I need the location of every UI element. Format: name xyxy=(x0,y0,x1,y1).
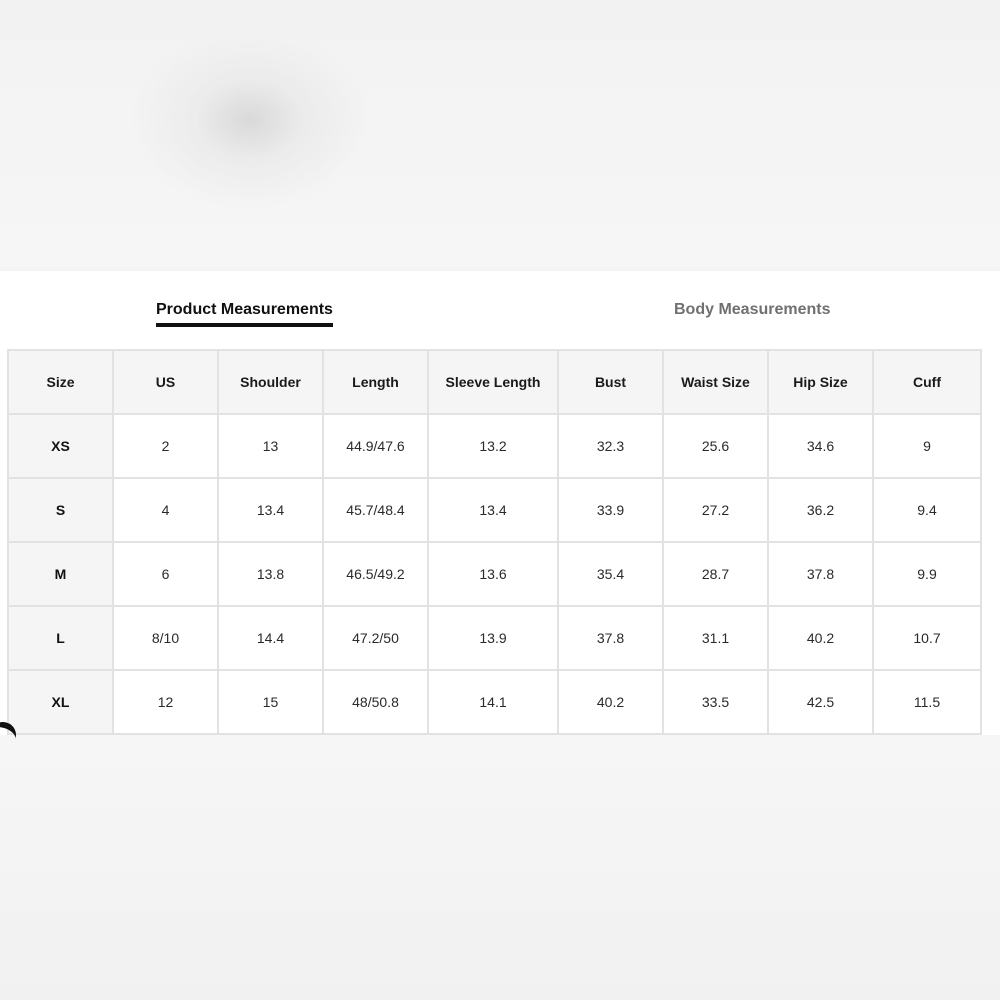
table-cell: 28.7 xyxy=(663,542,768,606)
column-header: US xyxy=(113,350,218,414)
table-cell: 47.2/50 xyxy=(323,606,428,670)
size-chart-panel xyxy=(0,271,1000,735)
column-header: Cuff xyxy=(873,350,981,414)
size-label-cell: L xyxy=(8,606,113,670)
table-cell: 9.9 xyxy=(873,542,981,606)
column-header: Hip Size xyxy=(768,350,873,414)
table-cell: 14.4 xyxy=(218,606,323,670)
tab-product-measurements-label: Product Measurements xyxy=(156,301,333,318)
table-cell: 13.6 xyxy=(428,542,558,606)
column-header: Size xyxy=(8,350,113,414)
size-label-cell: M xyxy=(8,542,113,606)
table-cell: 33.5 xyxy=(663,670,768,734)
table-row xyxy=(8,670,981,734)
table-row xyxy=(8,478,981,542)
table-cell: 40.2 xyxy=(558,670,663,734)
table-cell: 13.2 xyxy=(428,414,558,478)
blurred-background-top xyxy=(0,0,1000,268)
table-cell: 13.4 xyxy=(428,478,558,542)
table-cell: 37.8 xyxy=(558,606,663,670)
active-tab-indicator xyxy=(156,323,333,327)
size-label-cell: XL xyxy=(8,670,113,734)
table-row xyxy=(8,542,981,606)
tab-body-measurements-label: Body Measurements xyxy=(674,301,831,318)
table-cell: 31.1 xyxy=(663,606,768,670)
column-header: Waist Size xyxy=(663,350,768,414)
table-cell: 12 xyxy=(113,670,218,734)
column-header: Sleeve Length xyxy=(428,350,558,414)
table-cell: 48/50.8 xyxy=(323,670,428,734)
table-cell: 13.8 xyxy=(218,542,323,606)
table-cell: 44.9/47.6 xyxy=(323,414,428,478)
table-cell: 45.7/48.4 xyxy=(323,478,428,542)
table-cell: 6 xyxy=(113,542,218,606)
table-cell: 14.1 xyxy=(428,670,558,734)
table-cell: 13 xyxy=(218,414,323,478)
table-row xyxy=(8,606,981,670)
table-cell: 46.5/49.2 xyxy=(323,542,428,606)
table-cell: 13.4 xyxy=(218,478,323,542)
table-cell: 25.6 xyxy=(663,414,768,478)
table-row xyxy=(8,414,981,478)
table-cell: 4 xyxy=(113,478,218,542)
table-cell: 35.4 xyxy=(558,542,663,606)
size-label-cell: S xyxy=(8,478,113,542)
column-header: Shoulder xyxy=(218,350,323,414)
table-cell: 42.5 xyxy=(768,670,873,734)
table-cell: 27.2 xyxy=(663,478,768,542)
table-cell: 9.4 xyxy=(873,478,981,542)
table-cell: 37.8 xyxy=(768,542,873,606)
table-cell: 10.7 xyxy=(873,606,981,670)
tab-product-measurements[interactable] xyxy=(156,301,333,319)
table-cell: 11.5 xyxy=(873,670,981,734)
tab-body-measurements[interactable] xyxy=(674,301,831,319)
table-cell: 15 xyxy=(218,670,323,734)
size-label-cell: XS xyxy=(8,414,113,478)
size-chart-table xyxy=(7,349,982,735)
table-cell: 36.2 xyxy=(768,478,873,542)
table-cell: 8/10 xyxy=(113,606,218,670)
column-header: Bust xyxy=(558,350,663,414)
blurred-background-bottom xyxy=(0,735,1000,1000)
table-cell: 9 xyxy=(873,414,981,478)
table-cell: 34.6 xyxy=(768,414,873,478)
size-chart-table-wrapper xyxy=(7,349,980,735)
table-cell: 33.9 xyxy=(558,478,663,542)
table-cell: 13.9 xyxy=(428,606,558,670)
column-header: Length xyxy=(323,350,428,414)
table-header-row xyxy=(8,350,981,414)
table-cell: 40.2 xyxy=(768,606,873,670)
table-cell: 32.3 xyxy=(558,414,663,478)
table-cell: 2 xyxy=(113,414,218,478)
